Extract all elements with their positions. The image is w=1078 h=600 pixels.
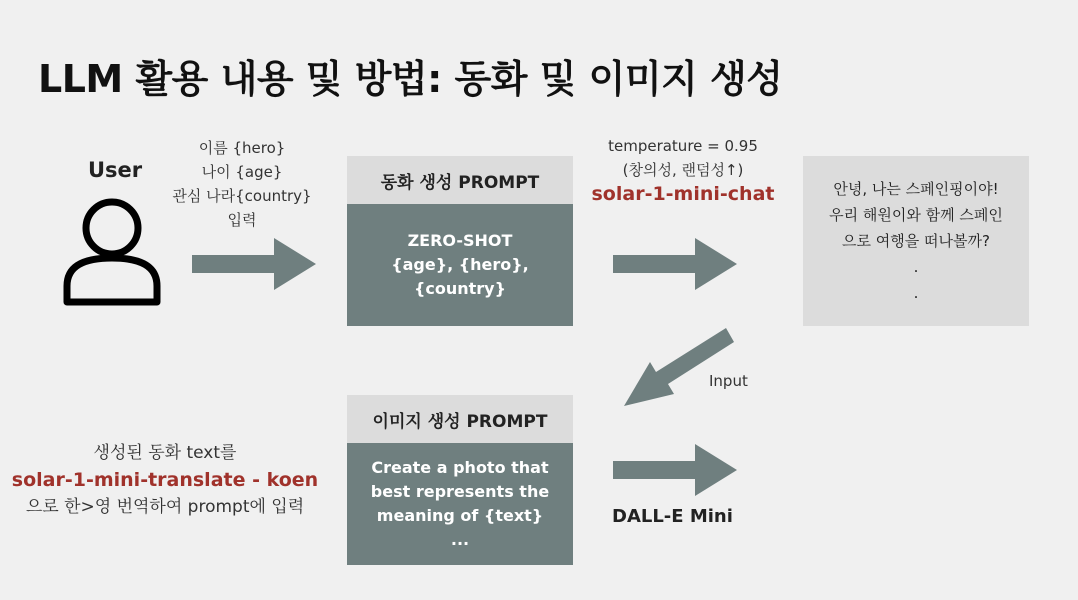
translate-model-name: solar-1-mini-translate - koen — [11, 469, 319, 491]
page-title: LLM 활용 내용 및 방법: 동화 및 이미지 생성 — [38, 57, 783, 101]
story-prompt-header: 동화 생성 PROMPT — [347, 156, 573, 204]
story-prompt-line: ZERO-SHOT — [407, 231, 513, 250]
user-input-country: 관심 나라{country} — [172, 187, 312, 205]
translation-info — [10, 440, 320, 521]
image-prompt-header: 이미지 생성 PROMPT — [347, 395, 573, 443]
arrow-down-left-icon — [622, 328, 734, 408]
story-output-line: 으로 여행을 떠나볼까? — [842, 232, 990, 250]
input-label: Input — [709, 372, 748, 390]
user-input-hero: 이름 {hero} — [198, 139, 286, 157]
temperature-setting: temperature = 0.95 — [608, 137, 758, 155]
user-input-caption: 입력 — [227, 211, 257, 229]
image-prompt-line: best represents the — [370, 482, 550, 501]
user-label: User — [88, 158, 143, 182]
story-output-line: 우리 해원이와 함께 스페인 — [829, 206, 1003, 224]
story-output-line: . — [913, 284, 919, 302]
story-prompt-body — [347, 204, 573, 326]
user-input-age: 나이 {age} — [201, 163, 283, 181]
story-output-line: 안녕, 나는 스페인핑이야! — [833, 180, 999, 198]
generation-settings — [588, 134, 778, 206]
arrow-right-icon — [192, 238, 316, 290]
temperature-note: (창의성, 랜덤성↑) — [622, 161, 744, 179]
arrow-right-icon — [613, 238, 737, 290]
image-prompt-line: ... — [450, 530, 470, 549]
translation-line: 생성된 동화 text를 — [93, 443, 237, 463]
story-output-box — [803, 156, 1029, 326]
arrow-right-icon — [613, 444, 737, 496]
user-icon — [62, 196, 162, 308]
story-prompt-line: {age}, {hero}, {country} — [391, 255, 529, 298]
translation-line: 으로 한>영 번역하여 prompt에 입력 — [25, 497, 305, 517]
image-model-name: DALL-E Mini — [612, 506, 733, 527]
story-output-line: . — [913, 258, 919, 276]
image-prompt-line: Create a photo that — [371, 458, 549, 477]
user-input-list — [168, 136, 316, 232]
image-prompt-body — [347, 443, 573, 565]
image-prompt-line: meaning of {text} — [376, 506, 544, 525]
chat-model-name: solar-1-mini-chat — [591, 183, 775, 205]
